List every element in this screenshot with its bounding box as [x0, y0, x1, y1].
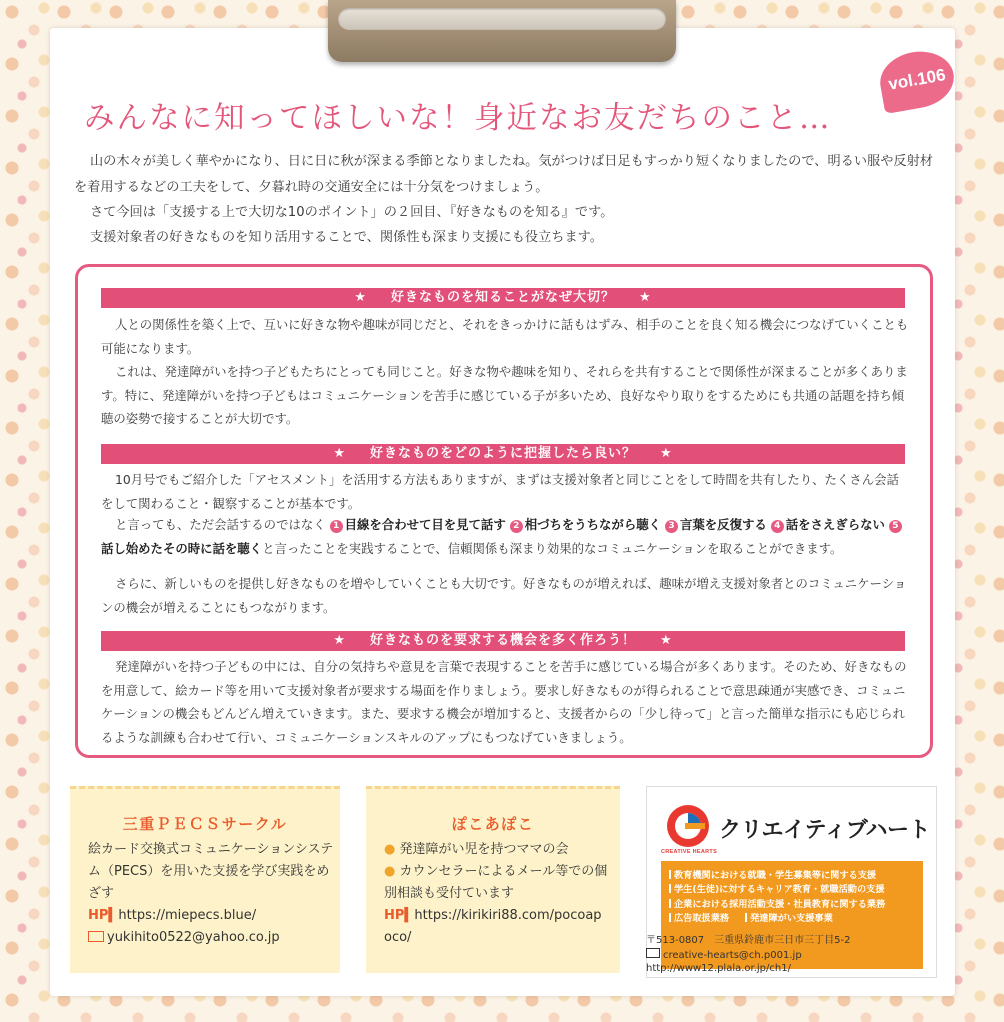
- section2-intro-text: と言っても、ただ会話するのではなく: [115, 517, 326, 532]
- point-1: 目線を合わせて目を見て話す: [344, 517, 506, 532]
- point-5: 話し始めたその時に話を聴く: [101, 540, 263, 556]
- star-icon: ★: [660, 633, 673, 648]
- pecs-circle-card: [70, 786, 340, 973]
- section-heading-3: [101, 631, 905, 651]
- postal-address: 〒513-0807 三重県鈴鹿市三日市三丁目5-2: [646, 935, 851, 946]
- section1-paragraph-1: 人との関係性を築く上で、互いに好きな物や趣味が同じだと、それをきっかけに話もはずみ、相手のことを良く知る機会につなげていくことも可能になります。: [101, 317, 909, 356]
- service-item: [669, 883, 917, 897]
- star-icon: ★: [660, 446, 673, 461]
- hp-label: HP: [384, 908, 405, 923]
- card-description: 絵カード交換式コミュニケーションシステム（PECS）を用いた支援を学び実践をめざす: [88, 842, 334, 901]
- star-icon: ★: [354, 290, 367, 305]
- service-text: 発達障がい支援事業: [750, 912, 833, 924]
- company-url[interactable]: http://www12.plala.or.jp/ch1/: [646, 963, 791, 974]
- website-link[interactable]: https://miepecs.blue/: [118, 908, 257, 923]
- hp-label: HP: [88, 908, 109, 923]
- service-text: 学生(生徒)に対するキャリア教育・就職活動の支援: [674, 884, 885, 896]
- section1-paragraph-2: これは、発達障がいを持つ子どもたちにとっても同じこと。好きな物や趣味を知り、それらを共有することで関係性が深まることが多くあります。特に、発達障がいを持つ子どもはコミュニケーションを苦手に感じている子が多いため、良好なやり取りをするためにも共通の話題を持ち傾聴の姿勢で接することが大切です。: [101, 364, 908, 426]
- point-2: 相づちをうちながら聴く: [524, 517, 662, 532]
- clip-slot: [338, 8, 666, 30]
- hp-separator: ▍: [108, 908, 119, 923]
- section-heading-text: 好きなものをどのように把握したら良い？: [369, 446, 636, 461]
- section2-paragraph-3: さらに、新しいものを提供し好きなものを増やしていくことも大切です。好きなものが増えれば、趣味が増え支援対象者とのコミュニケーションの機会が増えることにもつながります。: [101, 576, 907, 615]
- section-heading-1: [101, 288, 905, 308]
- bar-mark: [669, 870, 671, 879]
- volume-badge: vol.106: [876, 46, 959, 114]
- section3-paragraph-1: 発達障がいを持つ子どもの中には、自分の気持ちや意見を言葉で表現することを苦手に感じている場合が多くあります。そのため、好きなものを用意して、絵カード等を用いて支援対象者が要求する場面を作りましょう。要求し好きなものが得られることで意思疎通が実感でき、コミュニケーションの機会もどんどん増えていきます。また、要求する機会が増加すると、支援者からの「少し待って」と言った簡単な指示にも応じられるような訓練も合わせて行い、コミュニケーションスキルのアップにもつなげていきましょう。: [101, 659, 907, 745]
- mail-icon: [646, 948, 660, 958]
- service-item: [669, 869, 917, 883]
- bar-mark: [669, 884, 671, 893]
- service-text: 広告取扱業務: [674, 912, 730, 924]
- mail-icon: [88, 931, 104, 942]
- point-4: 話をさえぎらない: [785, 517, 885, 532]
- card-body: [88, 839, 338, 949]
- bar-mark: [745, 913, 747, 922]
- section2-paragraph-2: [101, 513, 909, 560]
- card-body: [384, 839, 608, 949]
- section2-paragraph-1: 10月号でもご紹介した「アセスメント」を活用する方法もありますが、まずは支援対象者と同じことをして時間を共有したり、たくさん会話をして関わること・観察することが基本です。: [101, 472, 899, 511]
- company-logo-icon: [665, 803, 711, 849]
- service-text: 企業における採用活動支援・社員教育に関する業務: [674, 898, 886, 910]
- card-title: 三重ＰＥＣＳサークル: [122, 815, 288, 833]
- company-address: [646, 934, 946, 976]
- section2-outro-text: と言ったことを実践することで、信頼関係も深まり効果的なコミュニケーションを取ることができます。: [262, 540, 843, 556]
- intro-paragraph-2: さて今回は「支援する上で大切な10のポイント」の２回目、『好きなものを知る』です。: [90, 205, 614, 220]
- clipboard-clip: [328, 0, 676, 62]
- pocoapoco-card: [366, 786, 620, 973]
- number-1-icon: 1: [330, 520, 343, 533]
- company-email[interactable]: creative-hearts@ch.p001.jp: [663, 949, 802, 961]
- point-3: 言葉を反復する: [680, 517, 767, 532]
- service-item: [669, 912, 917, 926]
- bar-mark: [669, 913, 671, 922]
- section-heading-text: 好きなものを要求する機会を多く作ろう！: [369, 633, 636, 648]
- number-2-icon: 2: [510, 520, 523, 533]
- star-icon: ★: [333, 446, 346, 461]
- logo-subtitle: CREATIVE HEARTS: [661, 849, 718, 855]
- intro-paragraph-1: 山の木々が美しく華やかになり、日に日に秋が深まる季節となりましたね。気がつけば日足もすっかり短くなりましたので、明るい服や反射材を着用するなどの工夫をして、夕暮れ時の交通安全には十分気をつけましょう。: [74, 154, 933, 195]
- company-name: クリエイティブハート: [719, 818, 931, 843]
- intro-paragraph-3: 支援対象者の好きなものを知り活用することで、関係性も深まり支援にも役立ちます。: [90, 230, 603, 245]
- star-icon: ★: [639, 290, 652, 305]
- bar-mark: [669, 899, 671, 908]
- card-title: ぽこあぽこ: [451, 815, 535, 833]
- card-item-2: カウンセラーによるメール等での個別相談も受付ています: [384, 864, 608, 901]
- page-title: みんなに知ってほしいな！身近なお友だちのこと…: [84, 101, 832, 136]
- section-heading-text: 好きなものを知ることがなぜ大切？: [390, 290, 615, 305]
- star-icon: ★: [333, 633, 346, 648]
- bullet-icon: ●: [384, 864, 396, 879]
- bullet-icon: ●: [384, 842, 396, 857]
- email-link[interactable]: yukihito0522@yahoo.co.jp: [107, 930, 280, 945]
- number-5-icon: 5: [889, 520, 902, 533]
- service-item: [669, 898, 917, 912]
- website-link[interactable]: https://kirikiri88.com/pocoapoco/: [384, 908, 602, 945]
- number-3-icon: 3: [665, 520, 678, 533]
- service-text: 教育機関における就職・学生募集等に関する支援: [674, 870, 877, 881]
- section-heading-2: [101, 444, 905, 464]
- card-item-1: 発達障がい児を持つママの会: [399, 842, 569, 857]
- hp-separator: ▍: [404, 908, 415, 923]
- number-4-icon: 4: [771, 520, 784, 533]
